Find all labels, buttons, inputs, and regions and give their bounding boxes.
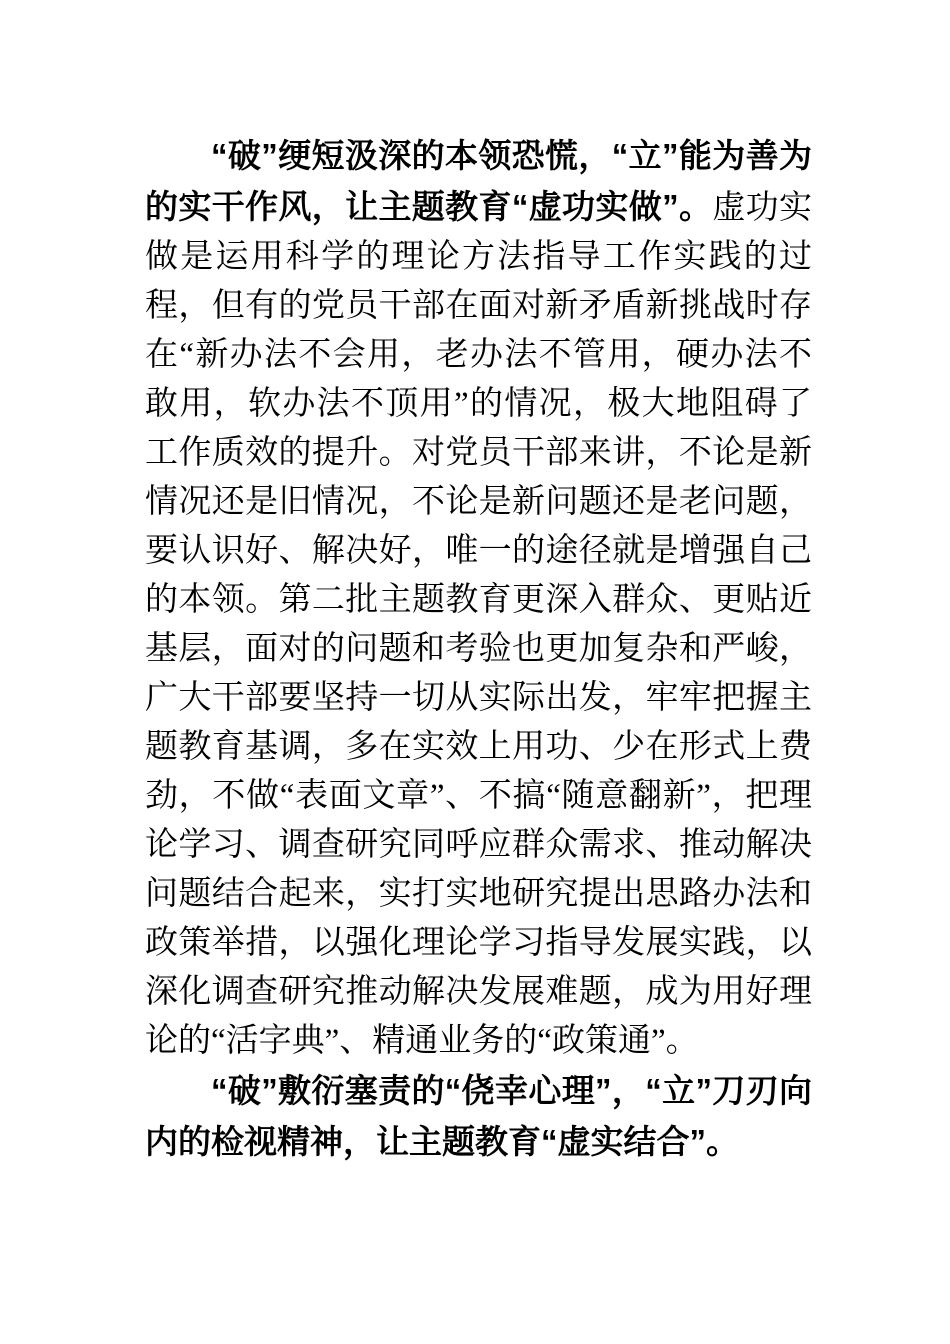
paragraph-1 [145,131,812,1066]
paragraph-2 [145,1066,812,1168]
paragraph-2-bold-lead: “破”敷衍塞责的“侥幸心理”，“立”刀刃向内的检视精神，让主题教育“虚实结合”。 [145,1072,812,1160]
paragraph-1-body-text: 虚功实做是运用科学的理论方法指导工作实践的过程，但有的党员干部在面对新矛盾新挑战时存在“新办法不会用，老办法不管用，硬办法不敢用，软办法不顶用”的情况，极大地阻碍了工作质效的提升。对党员干部来讲，不论是新情况还是旧情况，不论是新问题还是老问题，要认识好、解决好，唯一的途径就是增强自己的本领。第二批主题教育更深入群众、更贴近基层，面对的问题和考验也更加复杂和严峻，广大干部要坚持一切从实际出发，牢牢把握主题教育基调，多在实效上用功、少在形式上费劲，不做“表面文章”、不搞“随意翻新”，把理论学习、调查研究同呼应群众需求、推动解决问题结合起来，实打实地研究提出思路办法和政策举措，以强化理论学习指导发展实践，以深化调查研究推动解决发展难题，成为用好理论的“活字典”、精通业务的“政策通”。 [145,190,813,1059]
document-body [145,131,812,1168]
paragraph-1-bold-lead: “破”绠短汲深的本领恐慌，“立”能为善为的实干作风，让主题教育“虚功实做”。 [145,137,812,225]
